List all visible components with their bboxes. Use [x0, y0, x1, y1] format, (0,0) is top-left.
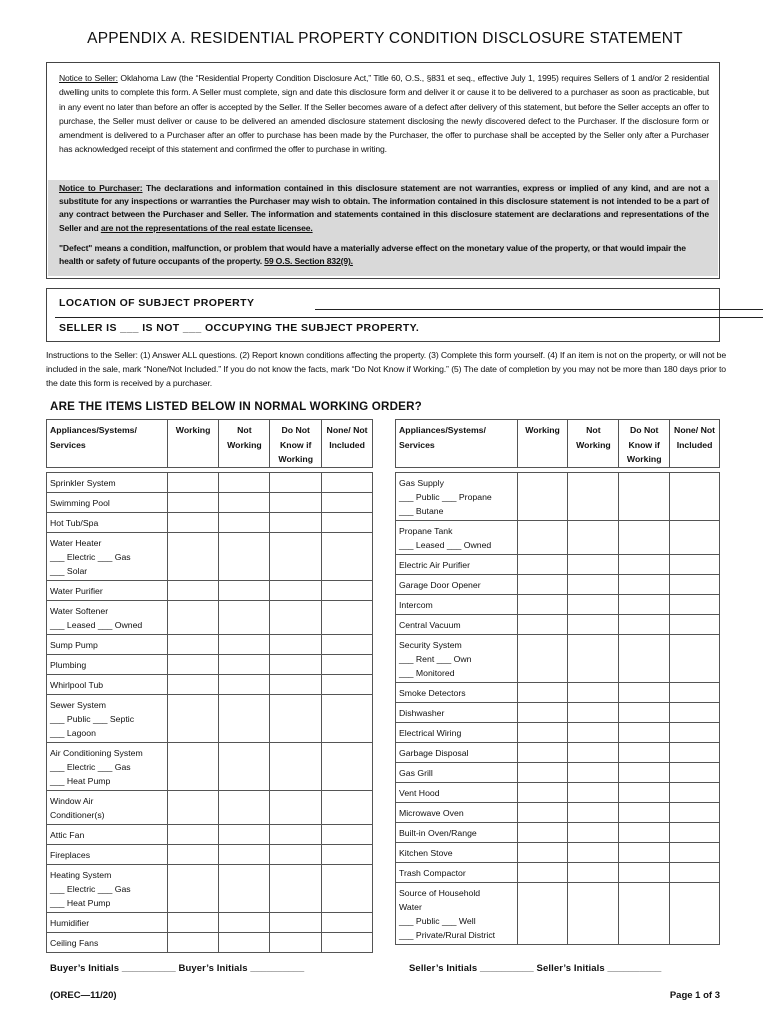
item-name-cell: [396, 634, 518, 682]
none-cell[interactable]: [670, 472, 720, 520]
do-not-know-cell[interactable]: [270, 654, 322, 674]
working-cell[interactable]: [517, 520, 568, 554]
working-cell[interactable]: [167, 580, 219, 600]
table-row: [47, 512, 373, 532]
working-cell[interactable]: [167, 694, 219, 742]
not-working-cell[interactable]: [568, 594, 619, 614]
not-working-cell[interactable]: [568, 554, 619, 574]
item-name-cell: [47, 492, 168, 512]
table-row: [396, 782, 720, 802]
item-label-line[interactable]: ___ Electric ___ Gas: [50, 551, 131, 562]
occupancy-line[interactable]: SELLER IS ___ IS NOT ___ OCCUPYING THE SUBJECT PROPERTY.: [59, 322, 420, 334]
item-label-line: Hot Tub/Spa: [50, 517, 99, 528]
item-label-line: Microwave Oven: [399, 807, 464, 818]
not-working-cell[interactable]: [219, 932, 270, 952]
not-working-cell[interactable]: [219, 472, 270, 492]
working-cell[interactable]: [167, 472, 219, 492]
none-cell[interactable]: [322, 580, 373, 600]
item-label-line[interactable]: ___ Leased ___ Owned: [50, 619, 143, 630]
table-row: [396, 742, 720, 762]
do-not-know-cell[interactable]: [619, 682, 670, 702]
seller-instructions: Instructions to the Seller: (1) Answer ALL questions. (2) Report known conditions affecting the property. (3) Complete this form yourself. (4) If an item is not on the property, or will not be included in the sale, mark “None/Not Included.” If you do not know the facts, mark “Do Not Know if Working.” (5) The date of completion by you may not be more than 180 days prior to the date this form is received by a purchaser.: [46, 350, 726, 388]
table-row: [396, 862, 720, 882]
item-label-line: Ceiling Fans: [50, 937, 99, 948]
not-working-cell[interactable]: [219, 742, 270, 790]
not-working-cell[interactable]: [219, 674, 270, 694]
item-name-cell: [47, 634, 168, 654]
item-label-line: Garbage Disposal: [399, 747, 469, 758]
location-separator: [55, 317, 763, 318]
working-cell[interactable]: [167, 532, 219, 580]
item-name-cell: [396, 842, 518, 862]
none-cell[interactable]: [322, 654, 373, 674]
item-label-line[interactable]: ___ Public ___ Well: [399, 915, 476, 926]
do-not-know-cell[interactable]: [270, 580, 322, 600]
working-cell[interactable]: [517, 802, 568, 822]
none-cell[interactable]: [670, 520, 720, 554]
item-name-cell: [396, 802, 518, 822]
seller-initials[interactable]: Seller’s Initials __________ Seller’s Initials __________: [409, 963, 662, 974]
working-cell[interactable]: [517, 822, 568, 842]
not-working-cell[interactable]: [568, 722, 619, 742]
purchaser-notice-label: Notice to Purchaser:: [59, 183, 143, 193]
item-label-line: Whirlpool Tub: [50, 679, 104, 690]
not-working-cell[interactable]: [568, 862, 619, 882]
do-not-know-cell[interactable]: [619, 882, 670, 944]
working-cell[interactable]: [517, 472, 568, 520]
none-cell[interactable]: [670, 634, 720, 682]
table-row: [396, 574, 720, 594]
not-working-cell[interactable]: [219, 654, 270, 674]
item-label-line[interactable]: ___ Leased ___ Owned: [399, 539, 492, 550]
notice-box: [46, 62, 720, 279]
do-not-know-cell[interactable]: [619, 782, 670, 802]
item-name-cell: [396, 722, 518, 742]
not-working-cell[interactable]: [568, 802, 619, 822]
do-not-know-cell[interactable]: [619, 574, 670, 594]
working-cell[interactable]: [167, 674, 219, 694]
item-label-line[interactable]: ___ Public ___ Septic: [50, 713, 135, 724]
do-not-know-cell[interactable]: [619, 742, 670, 762]
not-working-cell[interactable]: [219, 864, 270, 912]
col-header-not-working: Not Working: [568, 420, 619, 468]
not-working-cell[interactable]: [219, 634, 270, 654]
item-label-line[interactable]: ___ Monitored: [399, 667, 455, 678]
not-working-cell[interactable]: [219, 694, 270, 742]
item-label-line: Garage Door Opener: [399, 579, 481, 590]
item-name-cell: [47, 694, 168, 742]
do-not-know-cell[interactable]: [270, 864, 322, 912]
do-not-know-cell[interactable]: [619, 520, 670, 554]
item-label-line: Security System: [399, 639, 462, 650]
do-not-know-cell[interactable]: [270, 634, 322, 654]
page-number: Page 1 of 3: [669, 990, 720, 1001]
item-name-cell: [396, 472, 518, 520]
working-cell[interactable]: [167, 864, 219, 912]
none-cell[interactable]: [670, 722, 720, 742]
none-cell[interactable]: [670, 574, 720, 594]
working-cell[interactable]: [167, 600, 219, 634]
none-cell[interactable]: [670, 742, 720, 762]
not-working-cell[interactable]: [568, 682, 619, 702]
table-row: [47, 844, 373, 864]
item-label-line[interactable]: ___ Lagoon: [50, 727, 96, 738]
table-row: [47, 742, 373, 790]
none-cell[interactable]: [322, 600, 373, 634]
not-working-cell[interactable]: [219, 532, 270, 580]
table-row: [47, 634, 373, 654]
do-not-know-cell[interactable]: [619, 722, 670, 742]
item-name-cell: [396, 520, 518, 554]
item-label-line[interactable]: ___ Butane: [399, 505, 444, 516]
none-cell[interactable]: [322, 472, 373, 492]
none-cell[interactable]: [670, 682, 720, 702]
item-label-line[interactable]: ___ Electric ___ Gas: [50, 761, 131, 772]
none-cell[interactable]: [322, 634, 373, 654]
item-label-line: Central Vacuum: [399, 619, 461, 630]
item-name-cell: [396, 702, 518, 722]
item-label-line: Built-in Oven/Range: [399, 827, 477, 838]
col-header-not-working: Not Working: [219, 420, 270, 468]
item-label-line: Water Heater: [50, 537, 102, 548]
table-row: [47, 864, 373, 912]
not-working-cell[interactable]: [568, 742, 619, 762]
item-name-cell: [396, 862, 518, 882]
item-name-cell: [47, 600, 168, 634]
table-row: [47, 472, 373, 492]
item-label-line: Sprinkler System: [50, 477, 116, 488]
item-label-line[interactable]: ___ Rent ___ Own: [399, 653, 472, 664]
table-row: [47, 532, 373, 580]
item-label-line: Plumbing: [50, 659, 87, 670]
do-not-know-cell[interactable]: [619, 802, 670, 822]
not-working-cell[interactable]: [568, 782, 619, 802]
table-row: [396, 634, 720, 682]
working-cell[interactable]: [517, 842, 568, 862]
do-not-know-cell[interactable]: [619, 822, 670, 842]
table-row: [47, 600, 373, 634]
table-row: [47, 492, 373, 512]
not-working-cell[interactable]: [219, 790, 270, 824]
none-cell[interactable]: [322, 932, 373, 952]
item-name-cell: [396, 614, 518, 634]
item-label-line: Fireplaces: [50, 849, 91, 860]
not-working-cell[interactable]: [219, 600, 270, 634]
item-name-cell: [396, 554, 518, 574]
table-row: [396, 520, 720, 554]
item-name-cell: [47, 654, 168, 674]
not-working-cell[interactable]: [219, 844, 270, 864]
item-label-line[interactable]: ___ Private/Rural District: [399, 929, 496, 940]
item-label-line[interactable]: ___ Electric ___ Gas: [50, 883, 131, 894]
seller-notice-label: Notice to Seller:: [59, 73, 118, 83]
none-cell[interactable]: [322, 824, 373, 844]
item-label-line[interactable]: ___ Heat Pump: [50, 897, 111, 908]
item-label-line: Intercom: [399, 599, 433, 610]
item-label-line: Window Air: [50, 795, 94, 806]
do-not-know-cell[interactable]: [270, 932, 322, 952]
do-not-know-cell[interactable]: [619, 594, 670, 614]
working-cell[interactable]: [517, 554, 568, 574]
working-cell[interactable]: [517, 742, 568, 762]
do-not-know-cell[interactable]: [619, 762, 670, 782]
do-not-know-cell[interactable]: [270, 532, 322, 580]
none-cell[interactable]: [322, 790, 373, 824]
working-cell[interactable]: [167, 654, 219, 674]
do-not-know-cell[interactable]: [619, 634, 670, 682]
left-items-table: [46, 419, 373, 953]
working-cell[interactable]: [517, 702, 568, 722]
item-label-line: Swimming Pool: [50, 497, 110, 508]
item-name-cell: [47, 532, 168, 580]
defect-text: "Defect" means a condition, malfunction, or problem that would have a materially adverse effect on the monetary value of the property, or that would impair the health or safety of future occupants of the property.: [59, 243, 686, 267]
do-not-know-cell[interactable]: [270, 844, 322, 864]
item-name-cell: [396, 742, 518, 762]
buyer-initials[interactable]: Buyer’s Initials __________ Buyer’s Initials __________: [50, 963, 305, 974]
none-cell[interactable]: [670, 614, 720, 634]
table-row: [396, 722, 720, 742]
item-label-line[interactable]: ___ Public ___ Propane: [399, 491, 492, 502]
not-working-cell[interactable]: [568, 762, 619, 782]
item-label-line: Air Conditioning System: [50, 747, 143, 758]
item-label-line: Gas Grill: [399, 767, 433, 778]
table-row: [47, 674, 373, 694]
right-items-table: [395, 419, 720, 945]
working-cell[interactable]: [167, 790, 219, 824]
table-row: [396, 594, 720, 614]
working-cell[interactable]: [167, 844, 219, 864]
location-box: [46, 288, 720, 342]
table-row: [396, 472, 720, 520]
none-cell[interactable]: [322, 864, 373, 912]
do-not-know-cell[interactable]: [270, 512, 322, 532]
seller-notice: [59, 71, 709, 157]
item-name-cell: [396, 574, 518, 594]
purchaser-notice-underlined: are not the representations of the real estate licensee.: [100, 222, 313, 233]
col-header-item: Appliances/Systems/ Services: [396, 420, 518, 468]
item-name-cell: [396, 594, 518, 614]
item-label-line: Kitchen Stove: [399, 847, 453, 858]
item-label-line: Sump Pump: [50, 639, 98, 650]
working-cell[interactable]: [517, 762, 568, 782]
item-label-line: Water Purifier: [50, 585, 103, 596]
item-label-line: Gas Supply: [399, 477, 444, 488]
none-cell[interactable]: [670, 762, 720, 782]
item-name-cell: [47, 912, 168, 932]
col-header-working: Working: [167, 420, 219, 468]
item-name-cell: [47, 824, 168, 844]
table-row: [47, 912, 373, 932]
do-not-know-cell[interactable]: [270, 742, 322, 790]
none-cell[interactable]: [670, 554, 720, 574]
item-label-line: Electrical Wiring: [399, 727, 462, 738]
do-not-know-cell[interactable]: [270, 912, 322, 932]
working-cell[interactable]: [517, 862, 568, 882]
form-code: (OREC—11/20): [50, 990, 117, 1001]
document-title: APPENDIX A. RESIDENTIAL PROPERTY CONDITION DISCLOSURE STATEMENT: [87, 30, 683, 47]
item-label-line: Source of Household: [399, 887, 481, 898]
table-row: [47, 580, 373, 600]
working-cell[interactable]: [517, 782, 568, 802]
item-label-line: Humidifier: [50, 917, 90, 928]
working-cell[interactable]: [167, 492, 219, 512]
do-not-know-cell[interactable]: [619, 862, 670, 882]
item-name-cell: [47, 864, 168, 912]
not-working-cell[interactable]: [568, 842, 619, 862]
none-cell[interactable]: [322, 844, 373, 864]
item-name-cell: [47, 674, 168, 694]
item-label-line: Dishwasher: [399, 707, 445, 718]
do-not-know-cell[interactable]: [619, 842, 670, 862]
none-cell[interactable]: [670, 702, 720, 722]
table-row: [47, 694, 373, 742]
table-row: [47, 932, 373, 952]
table-row: [396, 842, 720, 862]
purchaser-notice: [59, 182, 709, 235]
working-cell[interactable]: [517, 574, 568, 594]
working-cell[interactable]: [517, 634, 568, 682]
working-cell[interactable]: [167, 634, 219, 654]
none-cell[interactable]: [670, 822, 720, 842]
seller-notice-text: Oklahoma Law (the “Residential Property Condition Disclosure Act,” Title 60, O.S., §831 et seq., effective July 1, 1995) requires Sellers of 1 and/or 2 residential dwelling units to complete this form. A Seller must complete, sign and date this disclosure form and deliver it or cause it to be delivered to a purchaser as soon as practicable, but in any event no later than before an offer is accepted by the Seller. If the Seller becomes aware of a defect after delivery of this statement, but before the Seller accepts an offer to purchase, the Seller must deliver or cause to be delivered an amended disclosure statement disclosing the newly discovered defect to the Purchaser. If the disclosure form or amendment is delivered to a Purchaser after an offer to purchase has been made by the Purchaser, the offer to purchase shall be accepted by the Seller only after a Purchaser has acknowledged receipt of this statement and confirmed the offer to purchase in writing.: [59, 73, 709, 155]
defect-citation: 59 O.S. Section 832(9).: [264, 256, 353, 267]
table-row: [396, 554, 720, 574]
item-label-line: Vent Hood: [399, 787, 440, 798]
item-label-line: Sewer System: [50, 699, 107, 710]
working-cell[interactable]: [167, 512, 219, 532]
not-working-cell[interactable]: [568, 472, 619, 520]
not-working-cell[interactable]: [219, 512, 270, 532]
working-cell[interactable]: [517, 882, 568, 944]
do-not-know-cell[interactable]: [270, 824, 322, 844]
working-cell[interactable]: [167, 824, 219, 844]
col-header-working: Working: [517, 420, 568, 468]
not-working-cell[interactable]: [219, 580, 270, 600]
table-row: [396, 762, 720, 782]
item-name-cell: [396, 882, 518, 944]
defect-definition: [59, 242, 709, 268]
item-name-cell: [396, 682, 518, 702]
purchaser-notice-text: The declarations and information contained in this disclosure statement are not warranties, express or implied of any kind, and are not a substitute for any inspections or warranties the Purchaser may wish to obtain. The information contained in this disclosure statement is not intended to be a part of any contract between the Purchaser and Seller. The information and statements contained in this disclosure statement are declarations and representations of the Seller and: [59, 183, 709, 233]
table-row: [396, 802, 720, 822]
item-label-line: Electric Air Purifier: [399, 559, 470, 570]
none-cell[interactable]: [670, 782, 720, 802]
col-header-none: None/ Not Included: [670, 420, 720, 468]
table-row: [396, 822, 720, 842]
working-cell[interactable]: [517, 722, 568, 742]
none-cell[interactable]: [322, 532, 373, 580]
col-header-item: Appliances/Systems/ Services: [47, 420, 168, 468]
none-cell[interactable]: [322, 492, 373, 512]
item-label-line: Water: [399, 901, 422, 912]
working-cell[interactable]: [167, 932, 219, 952]
none-cell[interactable]: [670, 802, 720, 822]
not-working-cell[interactable]: [219, 824, 270, 844]
working-cell[interactable]: [517, 594, 568, 614]
none-cell[interactable]: [322, 512, 373, 532]
item-label-line: Propane Tank: [399, 525, 453, 536]
not-working-cell[interactable]: [568, 520, 619, 554]
not-working-cell[interactable]: [568, 822, 619, 842]
item-name-cell: [396, 822, 518, 842]
not-working-cell[interactable]: [568, 634, 619, 682]
none-cell[interactable]: [670, 882, 720, 944]
location-input-line[interactable]: [315, 309, 763, 310]
working-cell[interactable]: [517, 614, 568, 634]
table-row: [396, 614, 720, 634]
item-label-line[interactable]: ___ Solar: [50, 565, 88, 576]
item-label-line: Trash Compactor: [399, 867, 466, 878]
none-cell[interactable]: [670, 594, 720, 614]
none-cell[interactable]: [670, 862, 720, 882]
none-cell[interactable]: [670, 842, 720, 862]
table-row: [396, 682, 720, 702]
table-row: [47, 654, 373, 674]
section-heading: ARE THE ITEMS LISTED BELOW IN NORMAL WORKING ORDER?: [50, 400, 422, 413]
do-not-know-cell[interactable]: [619, 614, 670, 634]
item-name-cell: [47, 932, 168, 952]
item-label-line[interactable]: ___ Heat Pump: [50, 775, 111, 786]
working-cell[interactable]: [167, 912, 219, 932]
not-working-cell[interactable]: [219, 912, 270, 932]
item-name-cell: [47, 790, 168, 824]
item-name-cell: [47, 512, 168, 532]
not-working-cell[interactable]: [568, 882, 619, 944]
item-label-line: Water Softener: [50, 605, 109, 616]
not-working-cell[interactable]: [568, 702, 619, 722]
not-working-cell[interactable]: [219, 492, 270, 512]
do-not-know-cell[interactable]: [270, 674, 322, 694]
item-name-cell: [47, 742, 168, 790]
do-not-know-cell[interactable]: [270, 790, 322, 824]
col-header-none: None/ Not Included: [322, 420, 373, 468]
do-not-know-cell[interactable]: [619, 702, 670, 722]
none-cell[interactable]: [322, 742, 373, 790]
table-row: [47, 790, 373, 824]
location-label: LOCATION OF SUBJECT PROPERTY: [59, 297, 255, 309]
do-not-know-cell[interactable]: [270, 472, 322, 492]
do-not-know-cell[interactable]: [619, 554, 670, 574]
item-name-cell: [47, 472, 168, 492]
col-header-do-not-know: Do Not Know if Working: [619, 420, 670, 468]
table-row: [396, 882, 720, 944]
item-label-line: Heating System: [50, 869, 112, 880]
working-cell[interactable]: [517, 682, 568, 702]
item-name-cell: [47, 844, 168, 864]
do-not-know-cell[interactable]: [619, 472, 670, 520]
item-label-line: Smoke Detectors: [399, 687, 466, 698]
item-name-cell: [47, 580, 168, 600]
working-cell[interactable]: [167, 742, 219, 790]
do-not-know-cell[interactable]: [270, 492, 322, 512]
none-cell[interactable]: [322, 912, 373, 932]
do-not-know-cell[interactable]: [270, 600, 322, 634]
item-label-line: Conditioner(s): [50, 809, 105, 820]
table-row: [396, 702, 720, 722]
none-cell[interactable]: [322, 694, 373, 742]
item-name-cell: [396, 762, 518, 782]
item-name-cell: [396, 782, 518, 802]
none-cell[interactable]: [322, 674, 373, 694]
not-working-cell[interactable]: [568, 614, 619, 634]
table-row: [47, 824, 373, 844]
not-working-cell[interactable]: [568, 574, 619, 594]
item-label-line: Attic Fan: [50, 829, 85, 840]
do-not-know-cell[interactable]: [270, 694, 322, 742]
col-header-do-not-know: Do Not Know if Working: [270, 420, 322, 468]
